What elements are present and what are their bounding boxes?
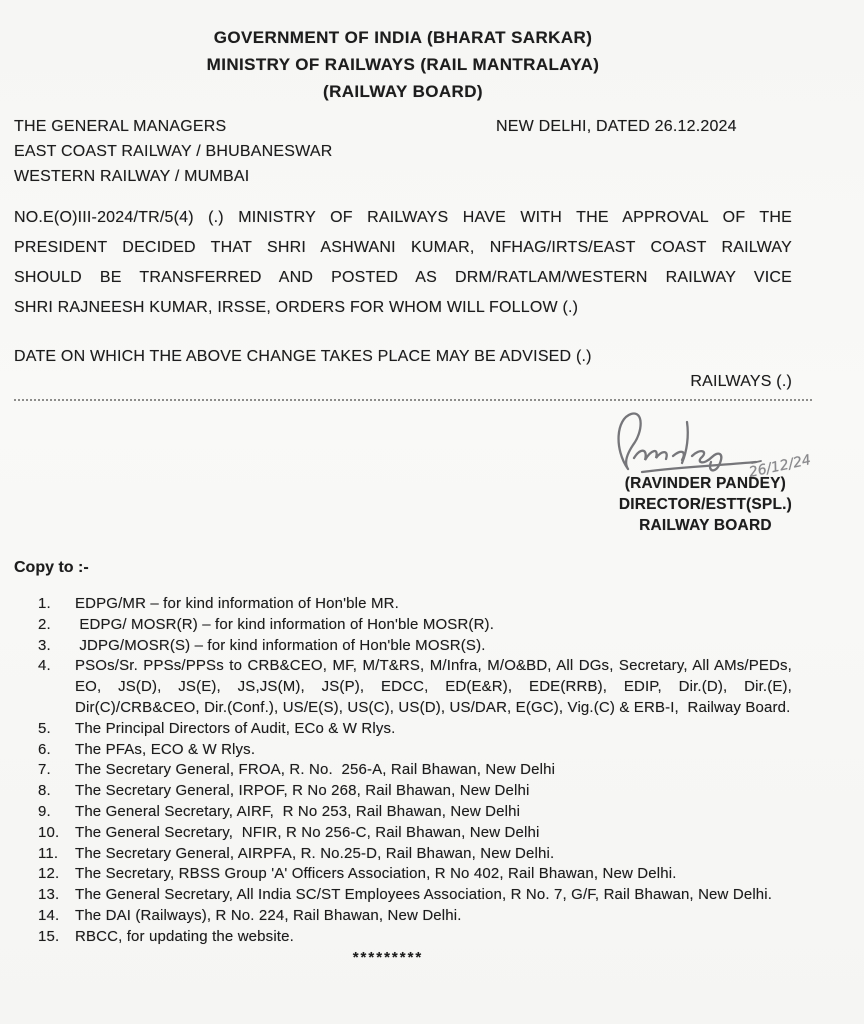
- signatory-name: (RAVINDER PANDEY): [624, 475, 787, 492]
- order-paragraph: [14, 203, 792, 323]
- letterhead-line-2: MINISTRY OF RAILWAYS (RAIL MANTRALAYA): [206, 55, 600, 74]
- copy-item-number: 1.: [38, 595, 51, 612]
- advise-line: DATE ON WHICH THE ABOVE CHANGE TAKES PLACE MAY BE ADVISED (.): [14, 348, 592, 365]
- order-paragraph-line: PRESIDENT DECIDED THAT SHRI ASHWANI KUMAR, NFHAG/IRTS/EAST COAST RAILWAY: [14, 239, 792, 256]
- recipient-line: THE GENERAL MANAGERS: [14, 118, 227, 135]
- copy-item-number: 8.: [38, 782, 51, 800]
- copy-item-number: 10.: [38, 823, 60, 841]
- order-paragraph-line: NO.E(O)III-2024/TR/5(4) (.) MINISTRY OF RAILWAYS HAVE WITH THE APPROVAL OF THE: [14, 209, 792, 226]
- copy-to-heading: Copy to :-: [14, 559, 89, 576]
- copy-item-text: The DAI (Railways), R No. 224, Rail Bhawan, New Delhi.: [75, 906, 462, 924]
- copy-item-number: 9.: [38, 802, 51, 820]
- copy-item-text: RBCC, for updating the website.: [75, 927, 294, 945]
- copy-item-text: The Secretary, RBSS Group 'A' Officers Association, R No 402, Rail Bhawan, New Delhi.: [75, 865, 677, 883]
- order-paragraph-line: SHRI RAJNEESH KUMAR, IRSSE, ORDERS FOR WHOM WILL FOLLOW (.): [14, 299, 579, 316]
- copy-item: [38, 760, 792, 781]
- copy-item-number: 2.: [38, 615, 51, 633]
- copy-item-text: The Secretary General, IRPOF, R No 268, Rail Bhawan, New Delhi: [75, 782, 530, 800]
- copy-item-text: The Secretary General, AIRPFA, R. No.25-D, Rail Bhawan, New Delhi.: [75, 844, 555, 862]
- letterhead-line-3: (RAILWAY BOARD): [323, 82, 483, 101]
- copy-item-number: 4.: [38, 657, 51, 675]
- copy-item: [38, 740, 792, 761]
- copy-item-number: 3.: [38, 636, 51, 654]
- copy-item: [38, 906, 792, 927]
- handwritten-date: 26/12/24: [747, 452, 813, 481]
- copy-item-number: 12.: [38, 865, 60, 883]
- copy-item: [38, 636, 792, 657]
- place-dateline: NEW DELHI, DATED 26.12.2024: [496, 118, 737, 135]
- copy-item: [38, 885, 792, 906]
- order-paragraph-line: SHOULD BE TRANSFERRED AND POSTED AS DRM/RATLAM/WESTERN RAILWAY VICE: [14, 269, 792, 286]
- copy-item-number: 6.: [38, 740, 51, 758]
- copy-item-number: 11.: [38, 844, 59, 862]
- copy-item: [38, 864, 792, 885]
- copy-item: [38, 781, 792, 802]
- end-marker: *********: [352, 948, 424, 966]
- address-block: [14, 114, 792, 189]
- copy-item-number: 15.: [38, 927, 60, 945]
- copy-item-text: PSOs/Sr. PPSs/PPSs to CRB&CEO, MF, M/T&RS, M/Infra, M/O&BD, All DGs, Secretary, All AMs/PEDs, EO, JS(D), JS(E), JS,JS(M), JS(P), EDCC, ED(E&R), EDE(RRB), EDIP, Dir.(D), Dir.(E), Dir(C)/CRB&CEO, Dir.(Conf.), US/E(S), US(C), US(D), US/DAR, E(GC), Vig.(C) & ERB-I, Railway Board.: [75, 657, 792, 716]
- copy-item: [38, 615, 792, 636]
- copy-item-text: The General Secretary, NFIR, R No 256-C, Rail Bhawan, New Delhi: [75, 823, 540, 841]
- copy-item: [38, 594, 792, 615]
- copy-item: [38, 844, 792, 865]
- signature-area: [14, 401, 813, 543]
- letterhead-line-1: GOVERNMENT OF INDIA (BHARAT SARKAR): [213, 28, 593, 47]
- copy-item-text: JDPG/MOSR(S) – for kind information of Hon'ble MOSR(S).: [75, 636, 486, 654]
- copy-item-text: The Principal Directors of Audit, ECo & W Rlys.: [75, 719, 396, 737]
- recipient-line: WESTERN RAILWAY / MUMBAI: [14, 168, 250, 185]
- recipient-line: EAST COAST RAILWAY / BHUBANESWAR: [14, 143, 333, 160]
- signatory-block: [619, 473, 792, 536]
- copy-item: [38, 802, 792, 823]
- copy-item: [38, 719, 792, 740]
- copy-item-number: 5.: [38, 719, 51, 737]
- copy-to-list: [14, 594, 792, 948]
- copy-item-number: 7.: [38, 761, 51, 779]
- copy-item-text: EDPG/MR – for kind information of Hon'ble MR.: [75, 595, 399, 612]
- copy-item-text: The PFAs, ECO & W Rlys.: [75, 740, 256, 758]
- copy-item-number: 14.: [38, 906, 60, 924]
- copy-item-text: The General Secretary, All India SC/ST Employees Association, R No. 7, G/F, Rail Bhawan, New Delhi.: [75, 886, 773, 904]
- copy-item-text: EDPG/ MOSR(R) – for kind information of Hon'ble MOSR(R).: [75, 615, 495, 633]
- copy-item-text: The Secretary General, FROA, R. No. 256-A, Rail Bhawan, New Delhi: [75, 761, 556, 779]
- copy-item: [38, 823, 792, 844]
- copy-item-number: 13.: [38, 886, 60, 904]
- copy-item: [38, 927, 792, 948]
- copy-item: [38, 656, 792, 718]
- railways-line: RAILWAYS (.): [690, 373, 792, 390]
- signatory-designation: DIRECTOR/ESTT(SPL.): [618, 496, 792, 513]
- signatory-organization: RAILWAY BOARD: [639, 517, 772, 534]
- copy-item-text: The General Secretary, AIRF, R No 253, Rail Bhawan, New Delhi: [75, 802, 521, 820]
- letterhead: [14, 24, 792, 105]
